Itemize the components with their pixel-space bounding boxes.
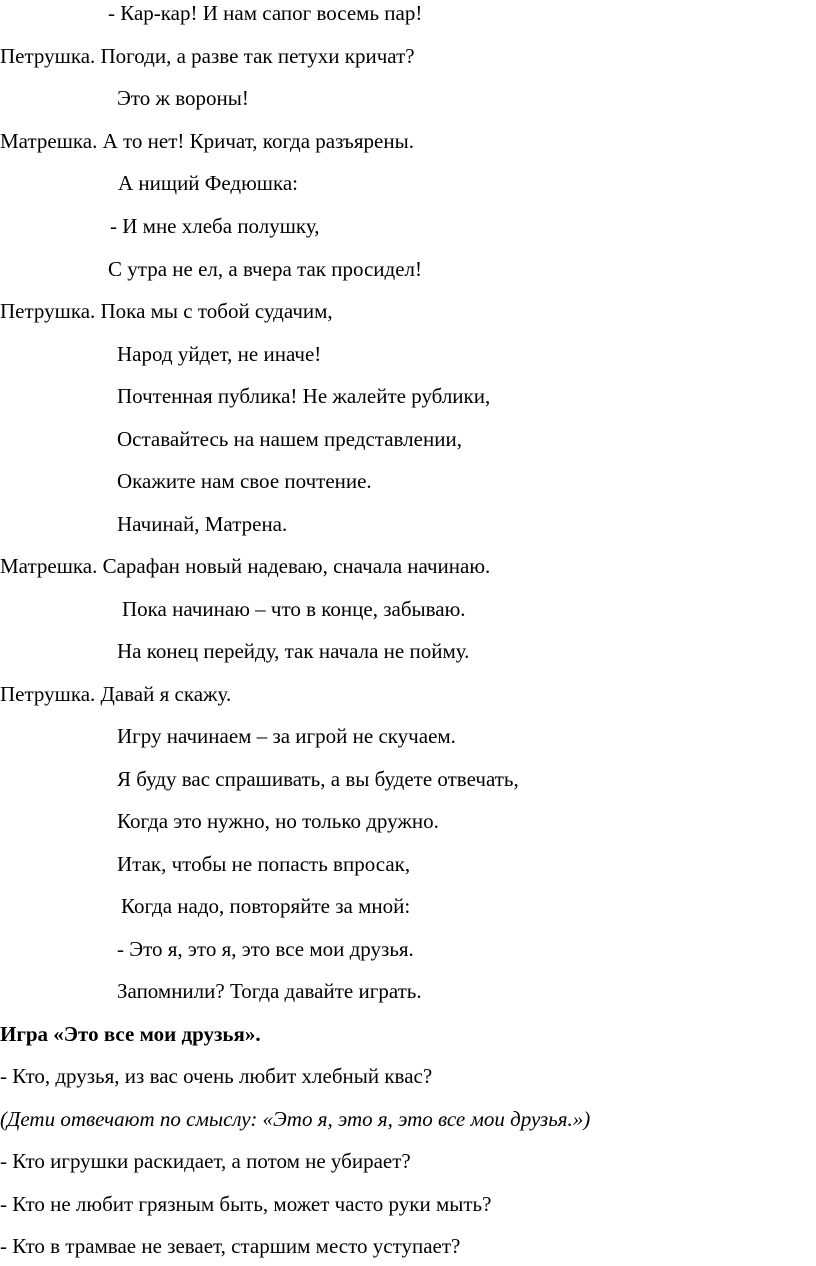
text-line: - Кто в трамвае не зевает, старшим место уступает? [0, 1234, 461, 1258]
stage-direction: (Дети отвечают по смыслу: «Это я, это я, это все мои друзья.») [0, 1107, 591, 1131]
text-line: Окажите нам свое почтение. [117, 469, 372, 493]
text-line: Пока начинаю – что в конце, забываю. [122, 597, 466, 621]
game-heading: Игра «Это все мои друзья». [0, 1022, 261, 1046]
text-line: Матрешка. А то нет! Кричат, когда разъярены. [0, 129, 414, 153]
text-line: Игру начинаем – за игрой не скучаем. [117, 724, 456, 748]
text-line: - Кто игрушки раскидает, а потом не убирает? [0, 1149, 411, 1173]
text-line: Когда это нужно, но только дружно. [117, 809, 439, 833]
text-line: Петрушка. Погоди, а разве так петухи кричат? [0, 44, 415, 68]
text-line: Оставайтесь на нашем представлении, [117, 427, 462, 451]
text-line: Матрешка. Сарафан новый надеваю, сначала начинаю. [0, 554, 491, 578]
text-line: Когда надо, повторяйте за мной: [121, 894, 411, 918]
text-line: Почтенная публика! Не жалейте рублики, [117, 384, 491, 408]
text-line: Это ж вороны! [117, 86, 249, 110]
text-line: Петрушка. Пока мы с тобой судачим, [0, 299, 333, 323]
text-line: Я буду вас спрашивать, а вы будете отвечать, [117, 767, 519, 791]
text-line: - Это я, это я, это все мои друзья. [117, 937, 414, 961]
text-line: С утра не ел, а вчера так просидел! [108, 257, 423, 281]
text-line: Петрушка. Давай я скажу. [0, 682, 232, 706]
text-line: На конец перейду, так начала не пойму. [117, 639, 470, 663]
text-line: Итак, чтобы не попасть впросак, [117, 852, 411, 876]
text-line: - Кто, друзья, из вас очень любит хлебный квас? [0, 1064, 433, 1088]
text-line: - И мне хлеба полушку, [110, 214, 320, 238]
text-line: Народ уйдет, не иначе! [117, 342, 322, 366]
text-line: Запомнили? Тогда давайте играть. [117, 979, 422, 1003]
text-line: А нищий Федюшка: [118, 171, 299, 195]
text-line: Начинай, Матрена. [117, 512, 288, 536]
text-line: - Кар-кар! И нам сапог восемь пар! [108, 1, 423, 25]
text-line: - Кто не любит грязным быть, может часто руки мыть? [0, 1192, 492, 1216]
